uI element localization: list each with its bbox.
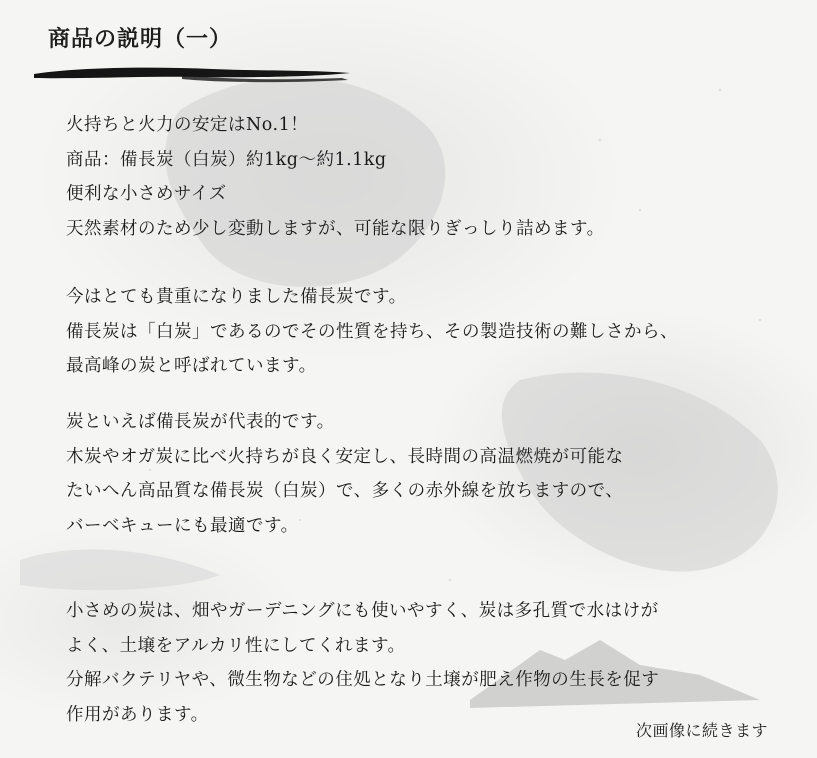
text-line: よく、土壌をアルカリ性にしてくれます。 xyxy=(66,635,406,656)
text-line: 小さめの炭は、畑やガーデニングにも使いやすく、炭は多孔質で水はけが xyxy=(66,601,659,621)
text-line: 今はとても貴重になりました備長炭です。 xyxy=(66,287,407,307)
paragraph-binchotan-intro xyxy=(66,280,678,384)
page-title: 商品の説明（一） xyxy=(48,26,233,52)
paragraph-garden-use xyxy=(66,594,659,732)
text-line: 木炭やオガ炭に比べ火持ちが良く安定し、長時間の高温燃焼が可能な xyxy=(66,446,624,467)
text-line: 火持ちと火力の安定はNo.1！ xyxy=(66,115,309,135)
paragraph-binchotan-quality xyxy=(66,405,623,543)
text-line: 最高峰の炭と呼ばれています。 xyxy=(66,356,317,376)
text-line: 商品：備長炭（白炭）約1kg～約1.1kg xyxy=(66,149,387,170)
text-line: 便利な小さめサイズ xyxy=(66,184,227,204)
text-line: 炭といえば備長炭が代表的です。 xyxy=(66,412,335,432)
brush-stroke-underline xyxy=(32,60,352,88)
text-line: 作用があります。 xyxy=(66,704,209,725)
text-line: たいへん高品質な備長炭（白炭）で、多くの赤外線を放ちますので、 xyxy=(66,481,624,501)
text-line: バーベキューにも最適です。 xyxy=(66,515,299,536)
text-line: 備長炭は「白炭」であるのでその性質を持ち、その製造技術の難しさから、 xyxy=(66,321,678,342)
text-line: 天然素材のため少し変動しますが、可能な限りぎっしり詰めます。 xyxy=(66,218,605,239)
paragraph-product-summary xyxy=(66,108,605,246)
continue-note: 次画像に続きます xyxy=(636,721,769,740)
text-line: 分解バクテリヤや、微生物などの住処となり土壌が肥え作物の生長を促す xyxy=(66,670,660,690)
